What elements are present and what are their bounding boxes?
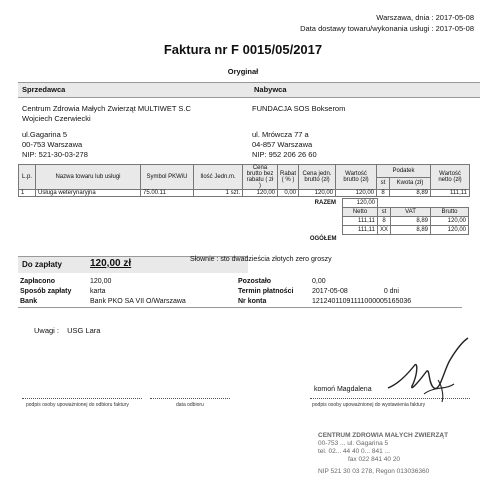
totals-row: [286, 217, 469, 226]
receiver-sign-line: [22, 398, 142, 400]
th-tax-st: st: [377, 177, 390, 190]
seller-label: Sprzedawca: [22, 85, 66, 94]
totals-table: [286, 198, 469, 243]
method-label: Sposób zapłaty: [20, 288, 72, 295]
cell-gross-value: 120,00: [336, 190, 377, 197]
cell-net-value: 111,11: [431, 190, 470, 197]
term-days: 0 dni: [383, 288, 399, 295]
stamp-line: CENTRUM ZDROWIA MAŁYCH ZWIERZĄT: [318, 432, 449, 439]
buyer-block: [252, 104, 345, 160]
buyer-street: ul. Mrówcza 77 a: [252, 130, 309, 139]
account-value: 12124011091111000005165036: [312, 298, 412, 305]
th-netto: Netto: [343, 208, 378, 217]
invoice-dates: [300, 12, 474, 34]
tot-vat: 8,89: [391, 226, 431, 235]
tot-netto: 111,11: [343, 217, 378, 226]
stamp-line: 00-753 ... ul. Gagarina 5: [318, 440, 389, 447]
th-discount: Rabat ( % ): [278, 165, 299, 190]
th-tax: Podatek: [377, 165, 431, 178]
payment-values-right: [312, 277, 411, 307]
th-pkwiu: Symbol PKWiU: [141, 165, 194, 190]
tot-st: 8: [378, 217, 391, 226]
cell-tax-amount: 8,89: [390, 190, 431, 197]
amount-in-words: Słownie : sto dwadzieścia złotych zero groszy: [190, 256, 332, 263]
stamp-line: tel. 02... 44 40 0... 841 ...: [318, 448, 390, 455]
th-vat: VAT: [391, 208, 431, 217]
buyer-label: Nabywca: [254, 85, 287, 94]
th-tax-amount: Kwota (zł): [390, 177, 431, 190]
cell-st: 8: [377, 190, 390, 197]
th-name: Nazwa towaru lub usługi: [36, 165, 141, 190]
bank-label: Bank: [20, 298, 38, 305]
parties-header: [18, 82, 480, 98]
receiver-caption: podpis osoby upoważnionej do odbioru faktury: [26, 402, 129, 408]
th-lp: L.p.: [19, 165, 36, 190]
tot-vat: 8,89: [391, 217, 431, 226]
issuer-sign-line: [310, 398, 470, 400]
paid-value: 120,00: [90, 278, 112, 285]
seller-city: 00-753 Warszawa: [22, 140, 83, 149]
rest-value: 0,00: [312, 278, 326, 285]
handwritten-signature: [384, 336, 476, 406]
notes: [34, 326, 100, 335]
tot-brutto: 120,00: [431, 217, 469, 226]
table-row: [19, 190, 470, 197]
th-qty: Ilość Jedn.m.: [194, 165, 243, 190]
seller-person: Wojciech Czerwiecki: [22, 114, 91, 123]
cell-lp: 1: [19, 190, 36, 197]
payment-labels-left: [20, 277, 71, 307]
seller-street: ul.Gagarina 5: [22, 130, 68, 139]
th-st: st: [378, 208, 391, 217]
paid-label: Zapłacono: [20, 278, 56, 285]
th-net-price: Cena brutto bez rabatu ( zł ): [243, 165, 278, 190]
invoice-title: Faktura nr F 0015/05/2017: [163, 42, 323, 57]
issuer-name: komoń Magdalena: [314, 386, 372, 393]
stamp-line: NIP 521 30 03 278, Regon 013036360: [318, 468, 430, 475]
cell-pkwiu: 75.00.11: [141, 190, 194, 197]
payment-labels-right: [238, 277, 294, 307]
issuer-caption: podpis osoby upoważnionej do wystawienia faktury: [312, 402, 426, 408]
tot-brutto: 120,00: [431, 226, 469, 235]
cell-name: Usługa weterynaryjna: [36, 190, 141, 197]
totals-row: [286, 226, 469, 235]
th-unit-price: Cena jedn. brutto (zł): [299, 165, 336, 190]
buyer-nip: NIP: 952 206 26 60: [252, 150, 317, 159]
buyer-name: FUNDACJA SOS Bokserom: [252, 104, 346, 113]
place-date: Warszawa, dnia : 2017-05-08: [376, 13, 474, 22]
cell-net-price: 120,00: [243, 190, 278, 197]
term-value: 2017-05-08: [312, 288, 348, 295]
cell-qty: 1 szt.: [194, 190, 243, 197]
date-caption: data odbioru: [176, 402, 204, 408]
th-net-value: Wartość netto (zł): [431, 165, 470, 190]
seller-block: [22, 104, 191, 160]
delivery-date: Data dostawy towaru/wykonania usługi : 2017-05-08: [300, 24, 474, 33]
stamp-line: fax 022 841 40 20: [348, 456, 401, 463]
company-stamp: [318, 432, 478, 476]
term-label: Termin płatności: [238, 288, 294, 295]
cell-discount: 0,00: [278, 190, 299, 197]
razem-label: RAZEM: [314, 200, 336, 206]
tot-netto: 111,11: [343, 226, 378, 235]
seller-nip: NIP: 521-30-03-278: [22, 150, 88, 159]
notes-label: Uwagi :: [34, 326, 60, 335]
th-gross-value: Wartość brutto (zł): [336, 165, 377, 190]
razem-value: 120,00: [343, 199, 378, 208]
th-brutto: Brutto: [431, 208, 469, 217]
cell-unit-price: 120,00: [299, 190, 336, 197]
receipt-date-line: [150, 398, 230, 400]
notes-value: USG Lara: [67, 326, 101, 335]
due-label: Do zapłaty: [22, 260, 63, 269]
seller-name: Centrum Zdrowia Małych Zwierząt MULTIWET S.C: [22, 104, 191, 113]
payment-values-left: [90, 277, 186, 307]
ogolem-label: OGÓŁEM: [309, 235, 337, 242]
buyer-city: 04-857 Warszawa: [252, 140, 313, 149]
method-value: karta: [90, 288, 106, 295]
rest-label: Pozostało: [238, 278, 272, 285]
tot-st: XX: [378, 226, 391, 235]
due-value: 120,00 zł: [90, 258, 132, 269]
account-label: Nr konta: [238, 298, 267, 305]
bank-value: Bank PKO SA VII O/Warszawa: [90, 298, 186, 305]
copy-type: Oryginał: [227, 67, 259, 76]
items-table: [18, 164, 470, 197]
payment-divider: [18, 307, 462, 308]
